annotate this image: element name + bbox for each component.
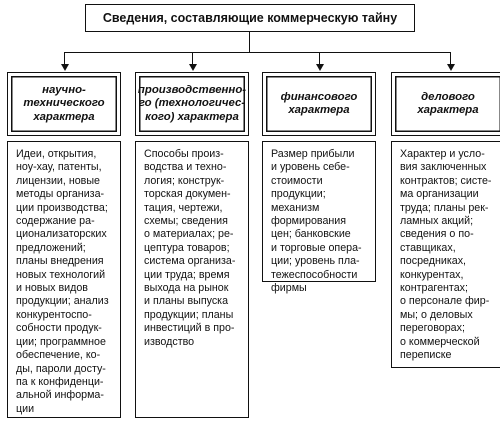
category-box-financial (262, 72, 376, 136)
category-box-business (391, 72, 500, 136)
horizontal-bus (64, 52, 451, 53)
category-label-scientific: научно- технического характера (23, 83, 105, 123)
category-box-scientific (7, 72, 121, 136)
category-label-production: производственно- го (технологичес- кого) характера (137, 83, 247, 123)
content-box-production (135, 141, 249, 418)
content-text-scientific: Идеи, открытия, ноу-хау, патенты, лицензии, новые методы организа- ции производства; содержание ра- ционализаторских предложений; планы внедрения новых технологий и новых видов продукции; анализ конкурентоспо- собности продук- ции; программное обеспечение, ко- ды, пароли досту- па к конфиденци- альной информа- ции (16, 148, 109, 415)
diagram-title (85, 4, 415, 32)
content-text-production: Способы произ- водства и техно- логия; конструк- торская докумен- тация, чертежи, схемы; сведения о материалах; ре- цептура товаров; система организа- ции труда; время выхода на рынок и планы выпуска продукции; планы инвестиций в про- изводство (144, 148, 236, 348)
arrow-4 (447, 64, 455, 71)
category-box-production (135, 72, 249, 136)
content-text-business: Характер и усло- вия заключенных контрактов; систе- ма организации труда; планы рек- ламных акций; сведения о по- ставщиках, посредниках, конкурентах, контрагентах; о персонале фир- мы; о деловых переговорах; о коммерческой переписке (400, 148, 492, 362)
category-label-financial: финансового характера (280, 90, 358, 116)
content-box-business (391, 141, 500, 368)
content-box-financial (262, 141, 376, 295)
title-stem (249, 32, 250, 53)
diagram-title-text: Сведения, составляющие коммерческую тайну (102, 11, 398, 25)
category-label-business: делового характера (417, 90, 479, 116)
content-text-financial: Размер прибыли и уровень себе- стоимости продукции; механизм формирования цен; банковские и торговые опера- ции; уровень пла- тежеспособности фирмы (271, 148, 362, 295)
content-box-scientific (7, 141, 121, 418)
arrow-2 (189, 64, 197, 71)
arrow-3 (316, 64, 324, 71)
arrow-1 (61, 64, 69, 71)
